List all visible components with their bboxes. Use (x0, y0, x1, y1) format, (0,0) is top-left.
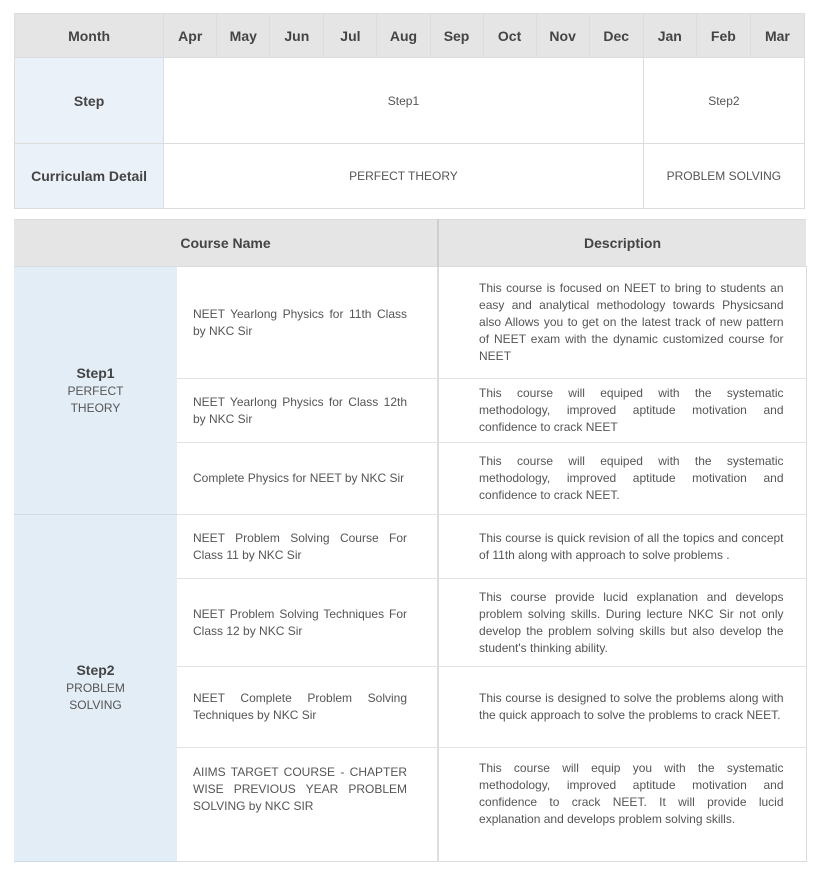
table-row (14, 267, 806, 379)
schedule-table (14, 13, 805, 209)
month-dec: Dec (589, 14, 643, 58)
course-name: NEET Complete Problem Solving Techniques by NKC Sir (177, 667, 438, 748)
month-oct: Oct (483, 14, 536, 58)
month-may: May (217, 14, 270, 58)
course-description: This course will equip you with the systematic methodology, improved aptitude motivation and confidence to crack NEET. It will provide lucid explanation and develops problem solving skills. (438, 748, 806, 862)
month-mar: Mar (750, 14, 804, 58)
description-header: Description (438, 220, 806, 267)
course-name: NEET Problem Solving Course For Class 11 by NKC Sir (177, 515, 438, 579)
course-description: This course provide lucid explanation and develops problem solving skills. During lecture NKC Sir not only develop the problem solving skills but also develop the student's thinking ability. (438, 579, 806, 667)
step1-span: Step1 (164, 58, 644, 144)
step1-title: Step1 (76, 364, 115, 381)
step-label: Step (15, 58, 164, 144)
course-description: This course is focused on NEET to bring to students an easy and analytical methodology towards Physicsand also Allows you to get on the latest track of new pattern of NEET exam with the dynamic customized course for NEET (438, 267, 806, 379)
curriculum-label: Curriculam Detail (15, 144, 164, 209)
course-description: This course is designed to solve the problems along with the quick approach to solve the problems to crack NEET. (438, 667, 806, 748)
course-name: NEET Yearlong Physics for Class 12th by NKC Sir (177, 379, 438, 443)
course-description: This course will equiped with the systematic methodology, improved aptitude motivation and confidence to crack NEET (438, 379, 806, 443)
step2-subtitle-line2: SOLVING (69, 698, 122, 712)
course-name: NEET Problem Solving Techniques For Class 12 by NKC Sir (177, 579, 438, 667)
step1-subtitle-line1: PERFECT (67, 383, 124, 398)
course-name: NEET Yearlong Physics for 11th Class by NKC Sir (177, 267, 438, 379)
courses-table (14, 219, 807, 862)
month-apr: Apr (164, 14, 217, 58)
step2-span: Step2 (643, 58, 804, 144)
course-description: This course will equiped with the systematic methodology, improved aptitude motivation and confidence to crack NEET. (438, 443, 806, 515)
month-sep: Sep (430, 14, 483, 58)
course-description: This course is quick revision of all the topics and concept of 11th along with approach to solve problems . (438, 515, 806, 579)
month-aug: Aug (377, 14, 430, 58)
step1-group-cell (14, 267, 177, 515)
month-jun: Jun (270, 14, 324, 58)
courses-header-row (14, 220, 806, 267)
step2-group-cell (14, 515, 177, 862)
month-jan: Jan (643, 14, 696, 58)
course-name: AIIMS TARGET COURSE - CHAPTER WISE PREVIOUS YEAR PROBLEM SOLVING by NKC SIR (193, 765, 408, 813)
curriculum-problem-solving: PROBLEM SOLVING (643, 144, 804, 209)
curriculum-row (15, 144, 805, 209)
month-header-row (15, 14, 805, 58)
month-jul: Jul (324, 14, 377, 58)
course-name-header: Course Name (14, 220, 438, 267)
step1-subtitle-line2: THEORY (70, 400, 121, 415)
step2-subtitle-line1: PROBLEM (66, 681, 125, 695)
table-row (14, 515, 806, 579)
step-row (15, 58, 805, 144)
month-feb: Feb (696, 14, 750, 58)
month-nov: Nov (536, 14, 589, 58)
course-name: Complete Physics for NEET by NKC Sir (177, 443, 438, 515)
curriculum-perfect-theory: PERFECT THEORY (164, 144, 644, 209)
step2-title: Step2 (76, 662, 115, 678)
month-label: Month (15, 14, 164, 58)
